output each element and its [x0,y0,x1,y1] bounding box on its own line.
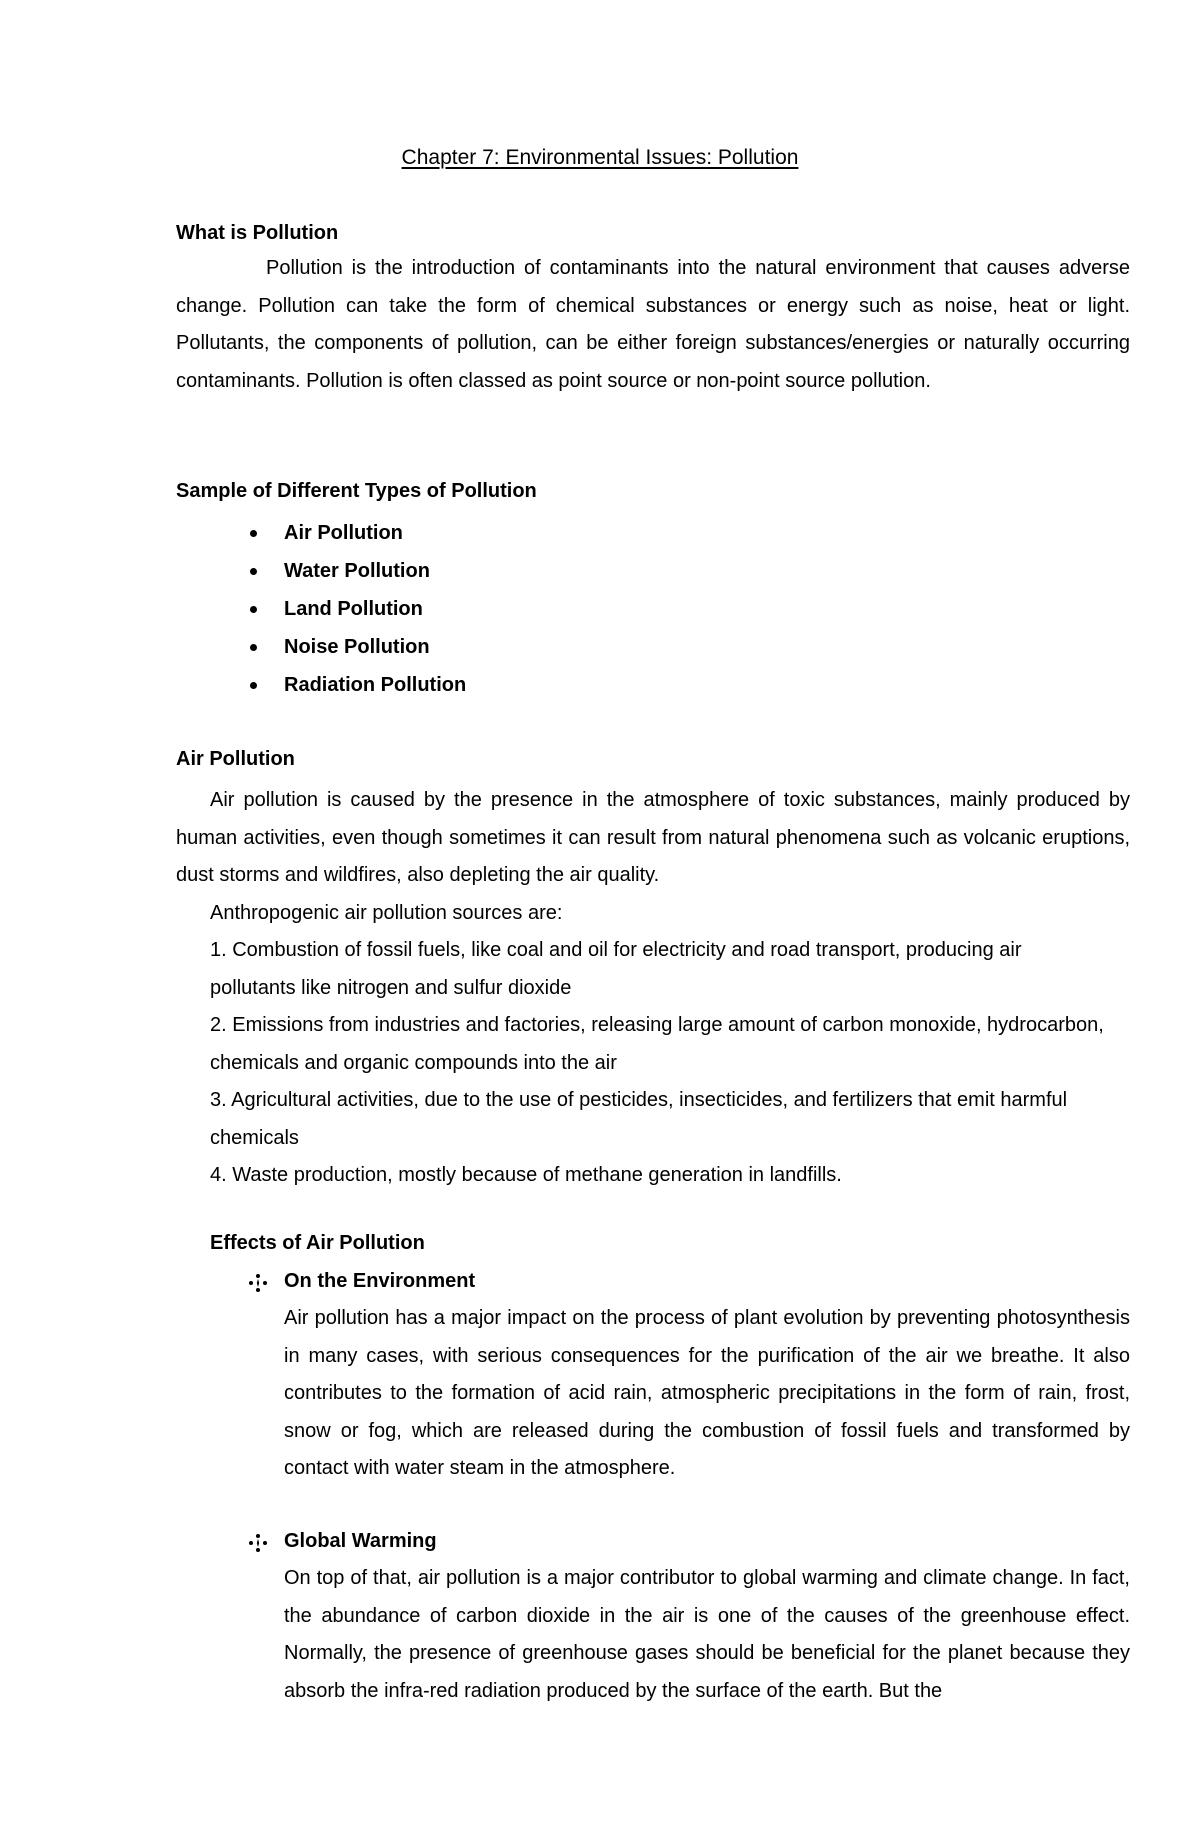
air-sources-label: Anthropogenic air pollution sources are: [210,902,563,924]
types-list [244,514,466,704]
effect-body-environment: Air pollution has a major impact on the process of plant evolution by preventing photosynthesis in many cases, with serious consequences for the purification of the air we breathe. It also contributes to the formation of acid rain, atmospheric precipitations in the form of rain, frost, snow or fog, which are released during the combustion of fossil fuels and transformed by contact with water steam in the atmosphere. [284,1307,1130,1479]
air-source-item: 4. Waste production, mostly because of methane generation in landfills. [210,1164,842,1186]
page-title: Chapter 7: Environmental Issues: Pollution [401,146,799,169]
bullet-icon [250,568,257,575]
air-source-item: 1. Combustion of fossil fuels, like coal and oil for electricity and road transport, producing air pollutants like nitrogen and sulfur dioxide [210,939,1022,999]
diamond-dots-icon [248,1533,268,1553]
diamond-dots-icon [248,1273,268,1293]
list-item: Water Pollution [244,552,466,590]
list-item: Land Pollution [244,590,466,628]
list-item: Noise Pollution [244,628,466,666]
air-source-item: 2. Emissions from industries and factories, releasing large amount of carbon monoxide, hydrocarbon, chemicals and organic compounds into the air [210,1014,1104,1074]
bullet-icon [250,606,257,613]
list-item: Air Pollution [244,514,466,552]
bullet-icon [250,644,257,651]
air-intro-paragraph: Air pollution is caused by the presence in the atmosphere of toxic substances, mainly produced by human activities, even though sometimes it can result from natural phenomena such as volcanic eruptions, dust storms and wildfires, also depleting the air quality. [176,789,1130,886]
what-is-paragraph: Pollution is the introduction of contaminants into the natural environment that causes adverse change. Pollution can take the form of chemical substances or energy such as noise, heat or light. Pollutants, the components of pollution, can be either foreign substances/energies or naturally occurring contaminants. Pollution is often classed as point source or non-point source pollution. [176,257,1130,392]
section-heading-what-is: What is Pollution [176,222,339,244]
list-item: Radiation Pollution [244,666,466,704]
bullet-icon [250,682,257,689]
bullet-icon [250,530,257,537]
effect-body-global-warming: On top of that, air pollution is a major contributor to global warming and climate change. In fact, the abundance of carbon dioxide in the air is one of the causes of the greenhouse effect. Normally, the presence of greenhouse gases should be beneficial for the planet because they absorb the infra-red radiation produced by the surface of the earth. But the [284,1567,1130,1702]
section-heading-effects: Effects of Air Pollution [210,1232,425,1254]
air-source-item: 3. Agricultural activities, due to the use of pesticides, insecticides, and fertilizers that emit harmful chemicals [210,1089,1068,1149]
effect-title-global-warming: Global Warming [248,1530,437,1553]
section-heading-air: Air Pollution [176,748,295,770]
section-heading-types: Sample of Different Types of Pollution [176,480,537,502]
effect-title-environment: On the Environment [248,1270,475,1293]
